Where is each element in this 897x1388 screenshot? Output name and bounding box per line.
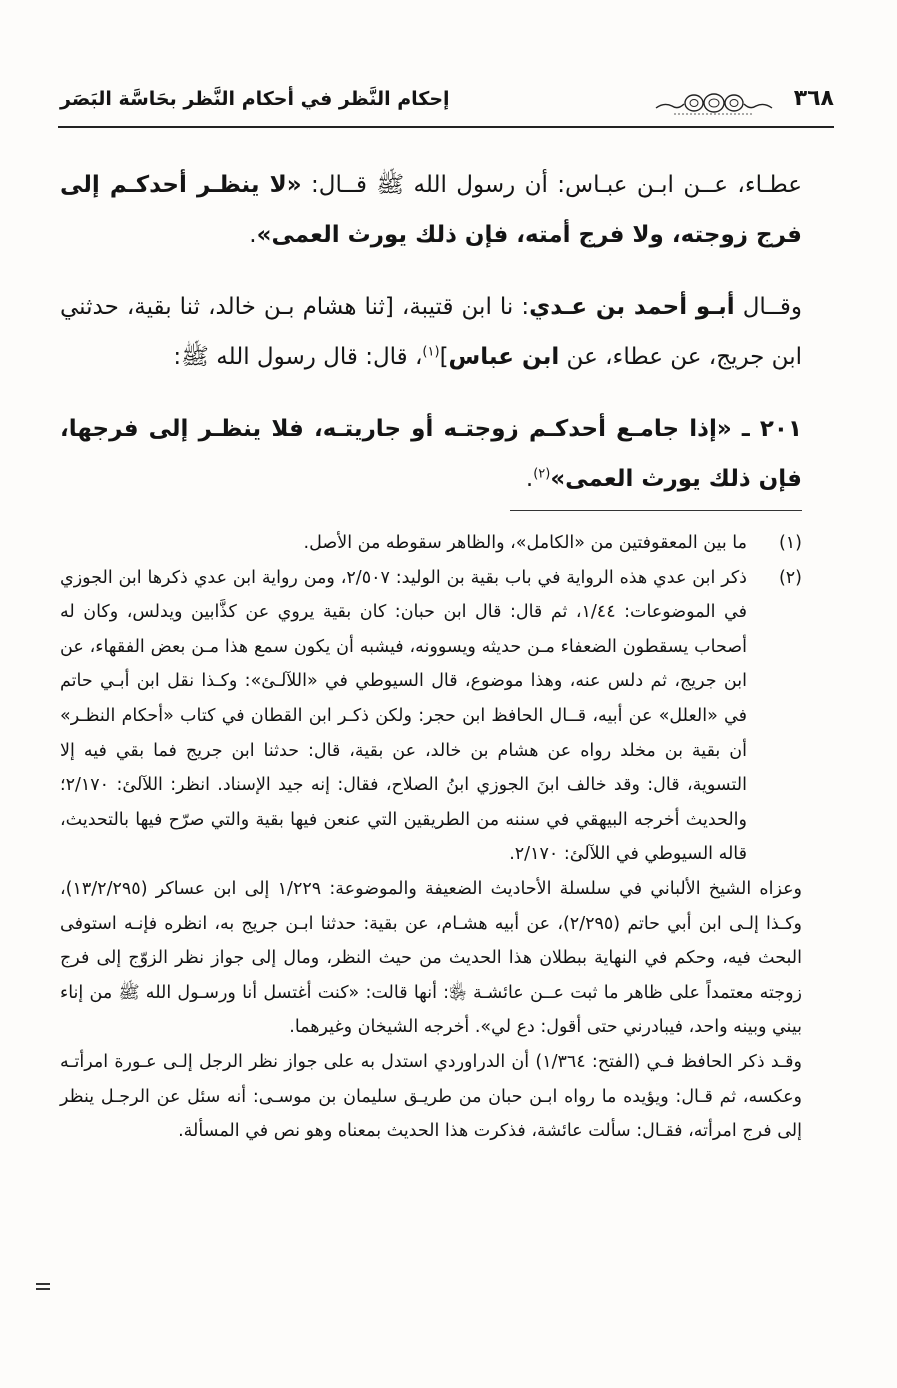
footnote-2-continuation-2: وقـد ذكر الحافظ فـي (الفتح: ١/٣٦٤) أن الدراوردي استدل به على جواز نظر الرجل إلـى عـورة امرأتـه وعكسه، ثم قـال: ويؤيده ما رواه ابـن حبان من طريـق سليمان بن موسـى: أنه سئل عن الرجـل ينظر إلى فرج امرأته، فقـال: سألت عائشة، فذكرت هذا الحديث بمعناه وهو نص في المسألة. <box>60 1051 802 1142</box>
footnote-2-number: (٢) <box>778 567 802 588</box>
footnote-1 <box>60 526 802 561</box>
paragraph-1 <box>60 160 802 260</box>
hadith-201-end: . <box>525 466 534 492</box>
paragraph-2-e: ، قال: قال رسول الله ﷺ: <box>173 344 423 370</box>
paragraph-2-a: وقــال <box>734 294 802 320</box>
hadith-quote-201: «إذا جامـع أحدكـم زوجتـه أو جاريتـه، فلا ينظـر إلى فرجها، فإن ذلك يورث العمى» <box>60 416 802 492</box>
footnote-1-text: ما بين المعقوفتين من «الكامل»، والظاهر سقوطه من الأصل. <box>303 533 747 553</box>
paragraph-2-c: : نا ابن قتيبة، [ثنا هشام بـن خالد، ثنا بقية، حدثني ابن جريج، عن عطاء، عن <box>60 294 802 370</box>
footnotes <box>60 526 802 1149</box>
hadith-quote-1: «لا ينظـر أحدكـم إلى فرج زوجته، ولا فرج أمته، فإن ذلك يورث العمى» <box>60 172 802 248</box>
paragraph-1-plain: عطـاء، عــن ابـن عبـاس: أن رسول الله ﷺ قــال: <box>301 172 802 198</box>
footnote-separator <box>510 510 802 511</box>
footnote-2 <box>60 561 802 872</box>
footnote-2-continuation-1: وعزاه الشيخ الألباني في سلسلة الأحاديث الضعيفة والموضوعة: ١/٢٢٩ إلى ابن عساكر (١٣/٢/٢٩٥)، وكـذا إلـى ابن أبي حاتم (٢/٢٩٥)، عن أبيه هشـام، عن بقية: حدثنا ابـن جريج به، انظره فإنـه استوفى البحث فيه، وحكم في النهاية ببطلان هذا الحديث من حيث النظر، ومال إلى جواز نظر الزوّج إلى فرج زوجته معتمداً على ظاهر ما ثبت عــن عائشـة ﵂: أنها قالت: «كنت أغتسل أنا ورسـول الله ﷺ من إناء بيني وبينه واحد، فيبادرني حتى أقول: دع لي». أخرجه الشيخان وغيرهما. <box>60 878 802 1038</box>
narrator-name-2: ابن عباس <box>448 344 560 370</box>
main-text <box>60 160 802 504</box>
page-number: ٣٦٨ <box>793 86 834 111</box>
header-rule <box>58 126 834 128</box>
hadith-201 <box>60 404 802 504</box>
paragraph-2-d: ] <box>439 344 449 370</box>
continuation-mark <box>36 1283 50 1295</box>
footnote-1-number: (١) <box>778 533 802 553</box>
footnote-ref-1: (١) <box>422 344 440 360</box>
book-title: إحكام النَّظر في أحكام النَّظر بحَاسَّة البَصَر <box>60 88 450 110</box>
paragraph-2 <box>60 282 802 382</box>
footnote-2-text: ذكر ابن عدي هذه الرواية في باب بقية بن الوليد: ٢/٥٠٧، ومن رواية ابن عدي ذكرها ابن الجوزي في الموضوعات: ١/٤٤، ثم قال: قال ابن حبان: كان بقية يروي عن كذَّابين ويدلس، وكان له أصحاب يسقطون الضعفاء مـن حديثه ويسوونه، فيشبه أن يكون سمع هذا مـن بعض الفقهاء، عن ابن جريج، ثم دلس عنه، وهذا موضوع، قال السيوطي في «اللآلـئ»: وكـذا نقل ابن أبـي حاتم في «العلل» عن أبيه، قــال الحافظ ابن حجر: ولكن ذكـر ابن القطان في كتاب «أحكام النظـر» أن بقية بن مخلد رواه عن هشام بن خالد، عن بقية، قال: حدثنا ابن جريج فما بقي فيه إلا التسوية، قال: وقد خالف ابنَ الجوزي ابنُ الصلاح، فقال: إنه جيد الإسناد. انظر: اللآلئ: ٢/١٧٠؛ والحديث أخرجه البيهقي في سننه من الطريقين التي عنعن فيها بقية والتي صرّح فيها بالتحديث، قاله السيوطي في اللآلئ: ٢/١٧٠. <box>60 567 747 865</box>
footnote-ref-2: (٢) <box>533 466 551 482</box>
hadith-number: ٢٠١ ـ <box>731 416 802 442</box>
decorative-floral-ornament-icon <box>654 90 774 116</box>
narrator-name: أبـو أحمد بن عـدي <box>529 294 735 320</box>
paragraph-1-end: . <box>249 222 257 248</box>
running-header <box>58 84 834 122</box>
